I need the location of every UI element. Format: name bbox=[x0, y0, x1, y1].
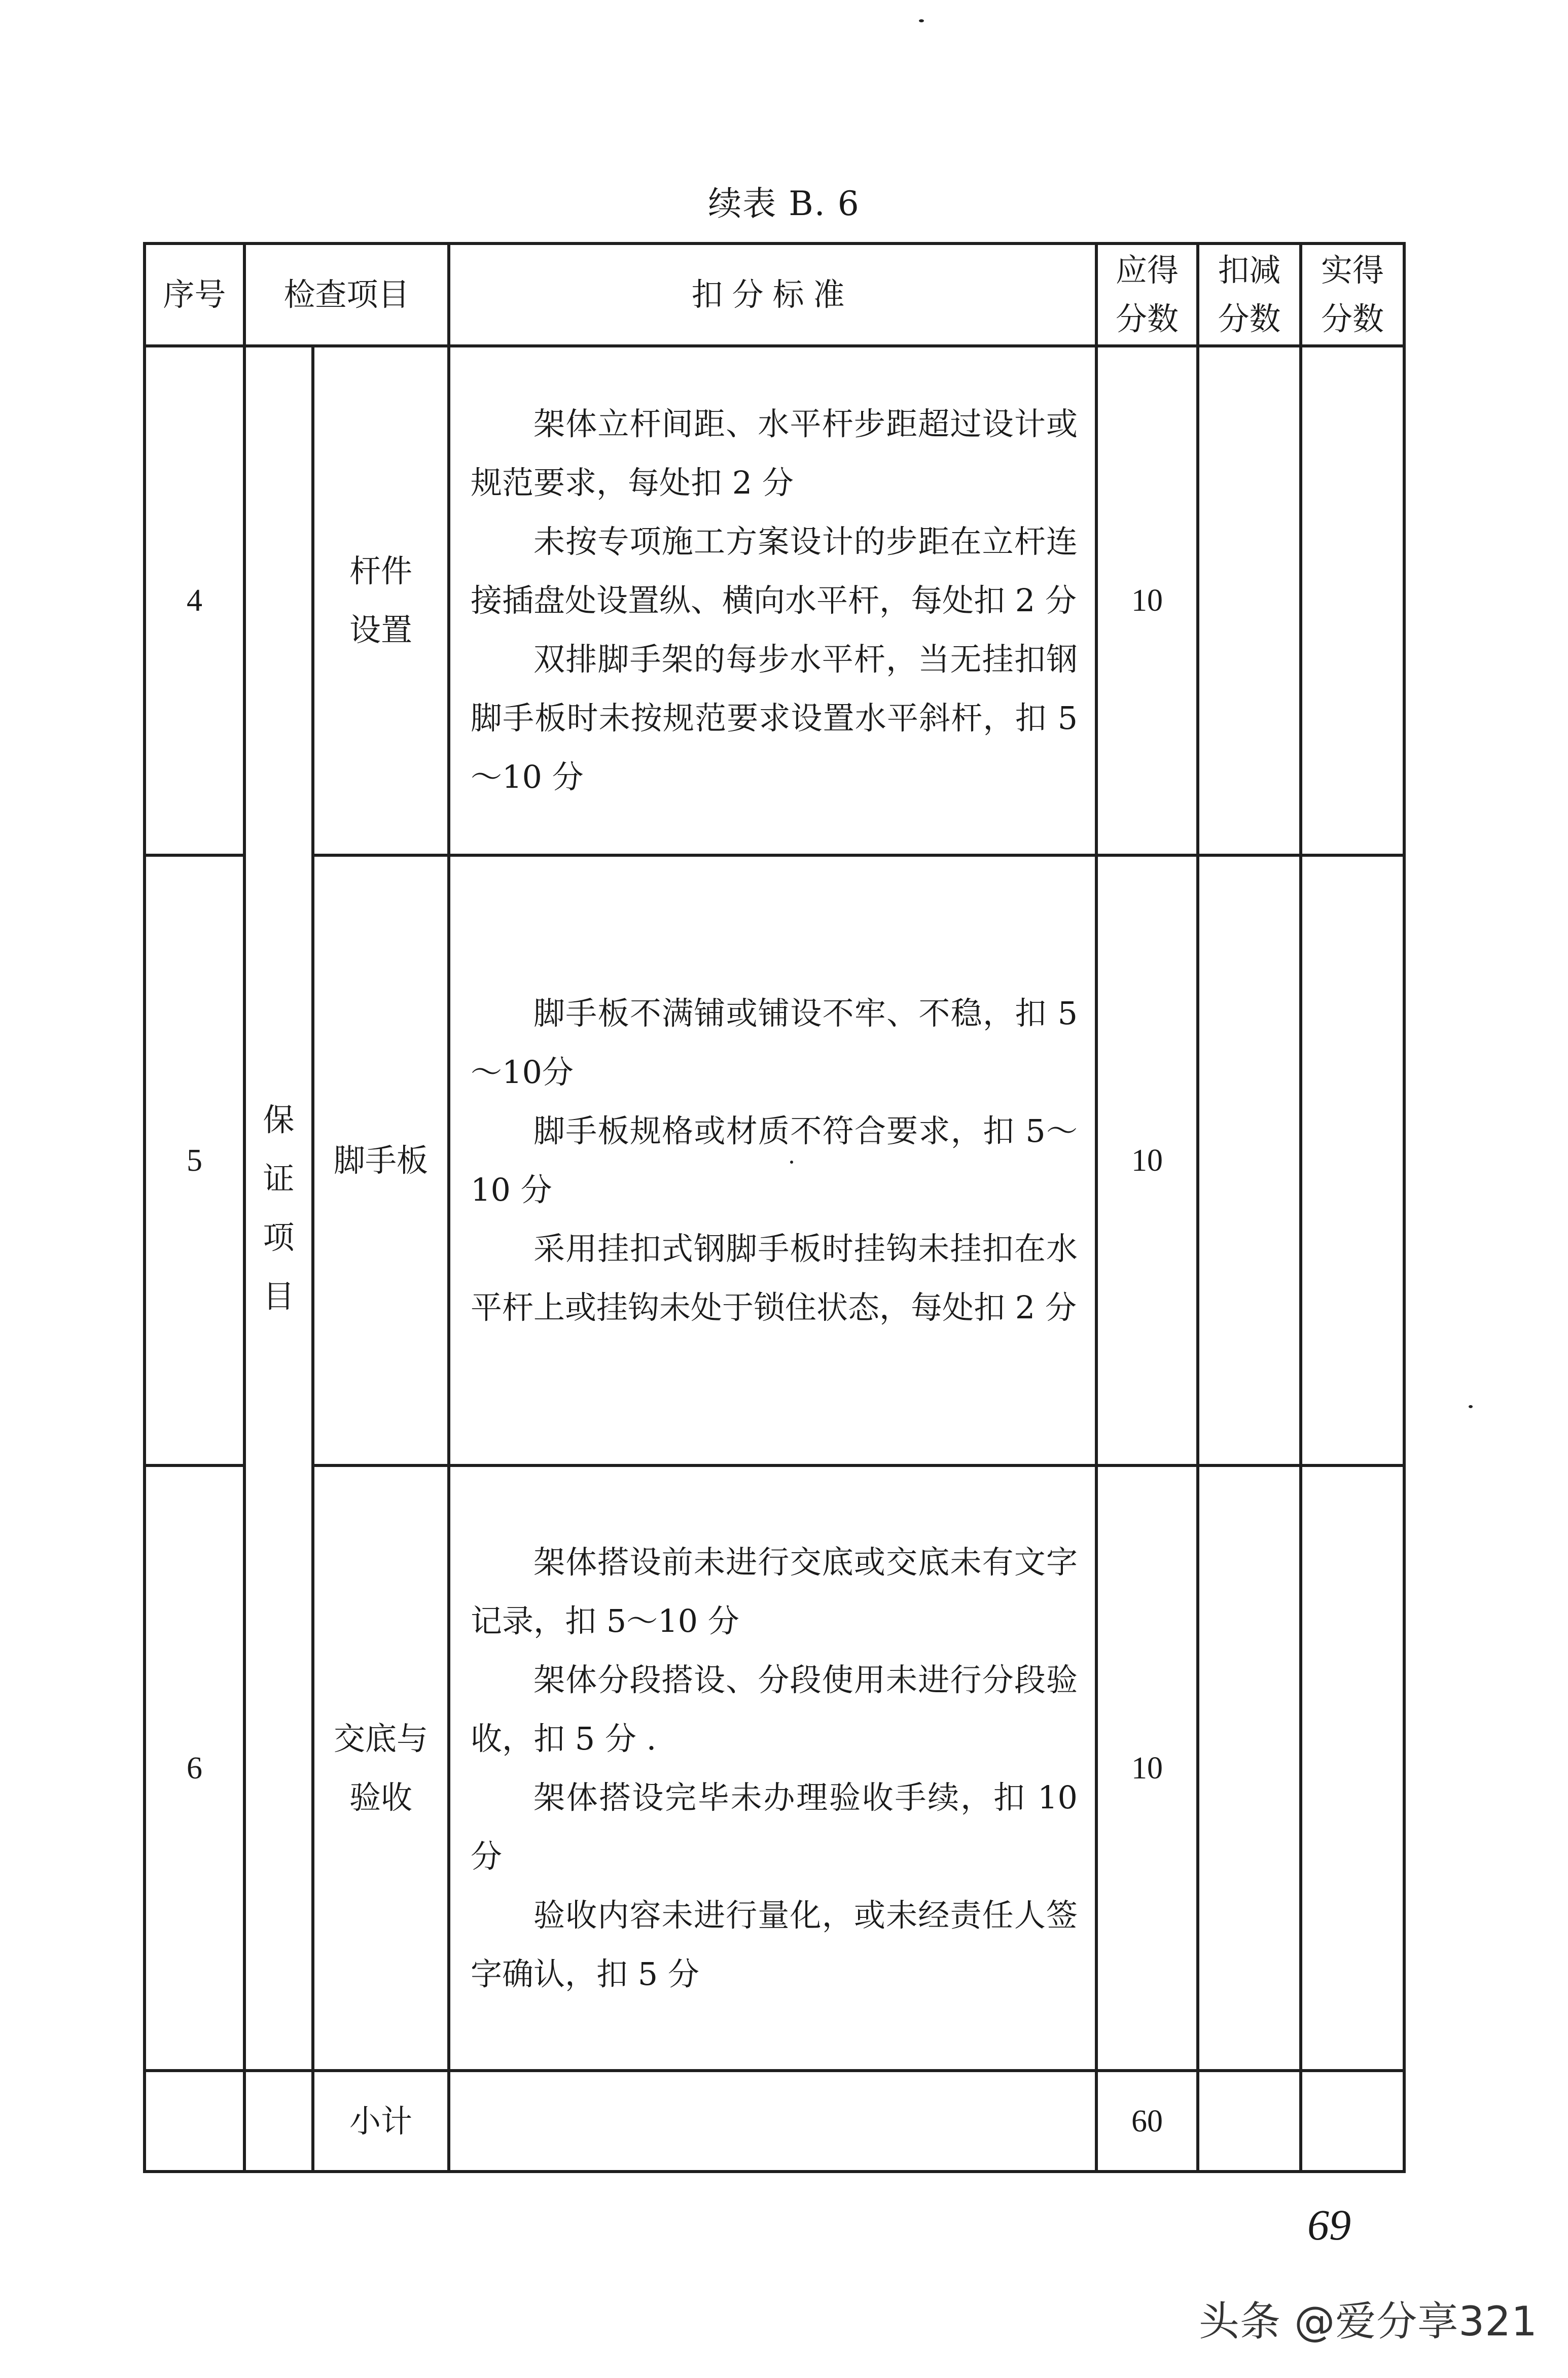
row-item bbox=[313, 855, 449, 1465]
header-deduct-line1: 扣减 bbox=[1218, 252, 1281, 289]
row-item-line1: 杆件 bbox=[349, 552, 413, 589]
header-due-line2: 分数 bbox=[1116, 300, 1179, 337]
header-due-line1: 应得 bbox=[1116, 252, 1179, 289]
table-row bbox=[145, 855, 1404, 1465]
row-actual bbox=[1301, 346, 1404, 855]
category-char: 目 bbox=[263, 1278, 295, 1315]
criteria-line: 脚手板不满铺或铺设不牢、不稳，扣 5～10分 bbox=[471, 994, 1078, 1091]
criteria-line: 双排脚手架的每步水平杆，当无挂扣钢脚手板时未按规范要求设置水平斜杆，扣 5～10 分 bbox=[471, 641, 1078, 795]
row-due: 10 bbox=[1096, 855, 1198, 1465]
category-char: 证 bbox=[263, 1160, 295, 1197]
row-criteria bbox=[449, 855, 1096, 1465]
header-due bbox=[1096, 243, 1198, 346]
criteria-line: 架体搭设完毕未办理验收手续，扣 10 分 bbox=[471, 1778, 1078, 1875]
row-criteria bbox=[449, 1465, 1096, 2071]
category-cell bbox=[244, 346, 313, 2071]
criteria-line: 脚手板规格或材质不符合要求，扣 5～10 分 bbox=[471, 1112, 1078, 1208]
scan-speck bbox=[790, 1161, 793, 1164]
header-deduct bbox=[1198, 243, 1301, 346]
row-item-line1: 脚手板 bbox=[334, 1141, 429, 1179]
subtotal-criteria bbox=[449, 2071, 1096, 2172]
criteria-line: 架体搭设前未进行交底或交底未有文字记录，扣 5～10 分 bbox=[471, 1543, 1078, 1639]
header-deduct-line2: 分数 bbox=[1218, 300, 1281, 337]
scan-speck bbox=[919, 19, 924, 22]
criteria-line: 架体立杆间距、水平杆步距超过设计或规范要求，每处扣 2 分 bbox=[471, 405, 1078, 501]
scan-speck bbox=[1469, 1405, 1473, 1408]
category-char: 项 bbox=[263, 1219, 295, 1256]
row-due: 10 bbox=[1096, 1465, 1198, 2071]
subtotal-deduct bbox=[1198, 2071, 1301, 2172]
criteria-line: 采用挂扣式钢脚手板时挂钩未挂扣在水平杆上或挂钩未处于锁住状态，每处扣 2 分 bbox=[471, 1230, 1078, 1326]
subtotal-due: 60 bbox=[1096, 2071, 1198, 2172]
row-actual bbox=[1301, 855, 1404, 1465]
row-item-line1: 交底与 bbox=[334, 1720, 429, 1757]
page-number: 69 bbox=[1307, 2200, 1351, 2249]
score-table bbox=[143, 242, 1406, 2173]
header-actual-line2: 分数 bbox=[1321, 300, 1384, 337]
table-row bbox=[145, 346, 1404, 855]
header-item: 检查项目 bbox=[244, 243, 449, 346]
criteria-line: 未按专项施工方案设计的步距在立杆连接插盘处设置纵、横向水平杆，每处扣 2 分 bbox=[471, 523, 1078, 619]
row-due: 10 bbox=[1096, 346, 1198, 855]
header-actual-line1: 实得 bbox=[1321, 252, 1384, 289]
row-seq: 5 bbox=[145, 855, 244, 1465]
row-deduct bbox=[1198, 855, 1301, 1465]
row-seq: 4 bbox=[145, 346, 244, 855]
category-char: 保 bbox=[263, 1101, 295, 1138]
row-item bbox=[313, 346, 449, 855]
row-deduct bbox=[1198, 346, 1301, 855]
watermark: 头条 @爱分享321 bbox=[1198, 2298, 1538, 2345]
header-criteria: 扣分标准 bbox=[449, 243, 1096, 346]
subtotal-seq bbox=[145, 2071, 244, 2172]
subtotal-label: 小计 bbox=[313, 2071, 449, 2172]
row-seq: 6 bbox=[145, 1465, 244, 2071]
row-item bbox=[313, 1465, 449, 2071]
row-item-line2: 验收 bbox=[349, 1778, 413, 1816]
header-seq: 序号 bbox=[145, 243, 244, 346]
row-criteria bbox=[449, 346, 1096, 855]
subtotal-category bbox=[244, 2071, 313, 2172]
header-row bbox=[145, 243, 1404, 346]
criteria-line: 架体分段搭设、分段使用未进行分段验收，扣 5 分 . bbox=[471, 1661, 1078, 1757]
header-actual bbox=[1301, 243, 1404, 346]
row-actual bbox=[1301, 1465, 1404, 2071]
row-item-line2: 设置 bbox=[349, 611, 413, 648]
table-caption: 续表 B. 6 bbox=[708, 184, 860, 223]
subtotal-actual bbox=[1301, 2071, 1404, 2172]
criteria-line: 验收内容未进行量化，或未经责任人签字确认，扣 5 分 bbox=[471, 1896, 1078, 1992]
table-row bbox=[145, 1465, 1404, 2071]
row-deduct bbox=[1198, 1465, 1301, 2071]
subtotal-row bbox=[145, 2071, 1404, 2172]
